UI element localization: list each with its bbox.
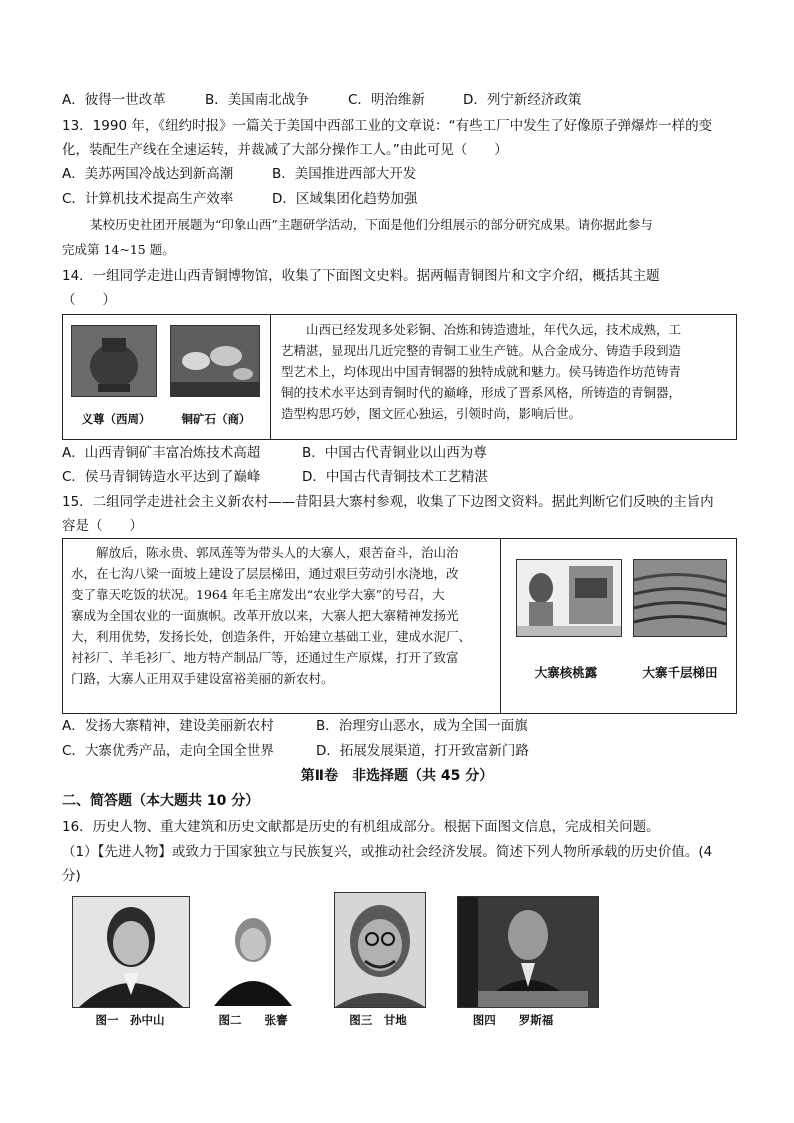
q14-text-line: 铜的技术水平达到青铜时代的巅峰，形成了晋系风格，所铸造的青铜器， <box>281 385 682 400</box>
q13-option-b: B．美国推进西部大开发 <box>272 166 417 182</box>
q15-material-text <box>71 542 495 689</box>
q16-sub1-line2: 分) <box>62 868 81 884</box>
q16-stem: 16．历史人物、重大建筑和历史文献都是历史的有机组成部分。根据下面图文信息，完成相关问题。 <box>62 819 660 835</box>
q14-material-text <box>281 319 729 424</box>
q15-text-line: 衬衫厂、羊毛衫厂、地方特产制品厂等，还通过生产原煤，打开了致富 <box>71 650 459 665</box>
q15-text-line: 寨成为全国农业的一面旗帜。改革开放以来，大寨人把大寨精神发扬光 <box>71 608 459 623</box>
q15-text-line: 解放后，陈永贵、郭凤莲等为带头人的大寨人，艰苦奋斗，治山治 <box>96 545 459 560</box>
intro-line2: 完成第 14~15 题。 <box>62 242 175 257</box>
q14-stem-line2: （ ） <box>62 292 116 308</box>
q14-option-a: A．山西青铜矿丰富冶炼技术高超 <box>62 445 261 461</box>
q15-text-line: 门路，大寨人正用双手建设富裕美丽的新农村。 <box>71 671 334 686</box>
q14-stem-line1: 14．一组同学走进山西青铜博物馆，收集了下面图文史料。据两幅青铜图片和文字介绍，概括其主题 <box>62 268 660 284</box>
zhang-jian-portrait <box>212 906 294 1006</box>
q15-divider <box>500 539 501 713</box>
q15-option-b: B．治理穷山恶水，成为全国一面旗 <box>316 718 528 734</box>
q15-text-line: 变了靠天吃饭的状况。1964 年毛主席发出“农业学大寨”的号召，大 <box>71 587 445 602</box>
q13-option-d: D．区域集团化趋势加强 <box>272 191 418 207</box>
section-2-heading: 二、简答题（本大题共 10 分） <box>62 793 260 809</box>
q14-text-line: 造型构思巧妙，图文匠心独运，引领时尚，影响后世。 <box>281 406 582 421</box>
sun-yat-sen-portrait <box>72 896 190 1008</box>
terraced-fields-caption: 大寨千层梯田 <box>642 665 718 680</box>
q14-text-line: 山西已经发现多处彩铜、冶炼和铸造遗址，年代久远，技术成熟，工 <box>306 322 682 337</box>
q15-stem-line2: 容是（ ） <box>62 518 143 534</box>
q14-text-line: 型艺术上，均体现出中国青铜器的独特成就和魅力。侯马铸造作坊范铸青 <box>281 364 682 379</box>
q15-options-row1 <box>62 716 528 736</box>
portrait-caption-4: 图四 罗斯福 <box>472 1013 554 1027</box>
q14-divider <box>270 315 271 439</box>
q13-stem-line2: 化，装配生产线在全速运转，并裁减了大部分操作工人。”由此可见（ ） <box>62 142 508 158</box>
section-2-title: 第Ⅱ卷 非选择题（共 45 分） <box>300 768 494 784</box>
q13-options-row2 <box>62 189 417 209</box>
q15-option-c: C．大寨优秀产品，走向全国全世界 <box>62 743 274 759</box>
q15-option-a: A．发扬大寨精神，建设美丽新农村 <box>62 718 274 734</box>
q15-text-line: 大，利用优势，发扬长处，创造条件，开始建立基础工业，建成水泥厂、 <box>71 629 472 644</box>
portrait-caption-3: 图三 甘地 <box>349 1013 407 1027</box>
bronze-zun-photo <box>71 325 157 397</box>
q16-sub1-line1: （1）【先进人物】或致力于国家独立与民族复兴，或推动社会经济发展。简述下列人物所承载的历史价值。(4 <box>62 844 713 860</box>
q12-options <box>62 90 581 110</box>
q14-option-c: C．侯马青铜铸造水平达到了巅峰 <box>62 469 261 485</box>
q12-option-c: C．明治维新 <box>348 92 425 108</box>
terraced-fields-photo <box>633 559 727 637</box>
q13-stem-line1: 13．1990 年，《纽约时报》一篇关于美国中西部工业的文章说：“有些工厂中发生了好像原子弹爆炸一样的变 <box>62 118 713 134</box>
q14-material-box <box>62 314 737 440</box>
walnut-drink-photo <box>516 559 622 637</box>
gandhi-portrait <box>334 892 426 1008</box>
q14-options-row2 <box>62 467 488 487</box>
q13-option-a: A．美苏两国冷战达到新高潮 <box>62 166 234 182</box>
q14-text-line: 艺精湛，显现出几近完整的青铜工业生产链。从合金成分、铸造手段到造 <box>281 343 682 358</box>
copper-ore-photo <box>170 325 260 397</box>
q15-material-box <box>62 538 737 714</box>
q15-options-row2 <box>62 741 529 761</box>
intro-line1: 某校历史社团开展题为“印象山西”主题研学活动，下面是他们分组展示的部分研究成果。请你据此参与 <box>90 217 653 232</box>
portrait-caption-1: 图一 孙中山 <box>95 1013 165 1027</box>
q15-stem-line1: 15．二组同学走进社会主义新农村——昔阳县大寨村参观，收集了下边图文资料。据此判断它们反映的主旨内 <box>62 494 714 510</box>
portrait-caption-2: 图二 张謇 <box>218 1013 288 1027</box>
q14-option-b: B．中国古代青铜业以山西为尊 <box>302 445 487 461</box>
q14-options-row1 <box>62 443 487 463</box>
q12-option-d: D．列宁新经济政策 <box>463 92 582 108</box>
q12-option-b: B．美国南北战争 <box>205 92 309 108</box>
q15-option-d: D．拓展发展渠道，打开致富新门路 <box>316 743 529 759</box>
q13-option-c: C．计算机技术提高生产效率 <box>62 191 234 207</box>
q14-option-d: D．中国古代青铜技术工艺精湛 <box>302 469 488 485</box>
copper-ore-caption: 铜矿石（商） <box>181 412 251 426</box>
walnut-drink-caption: 大寨核桃露 <box>534 665 598 680</box>
bronze-zun-caption: 义尊（西周） <box>81 412 151 426</box>
q15-text-line: 水，在七沟八梁一面坡上建设了层层梯田，通过艰巨劳动引水浇地，改 <box>71 566 459 581</box>
q13-options-row1 <box>62 164 416 184</box>
roosevelt-portrait <box>457 896 599 1008</box>
q12-option-a: A．彼得一世改革 <box>62 92 166 108</box>
